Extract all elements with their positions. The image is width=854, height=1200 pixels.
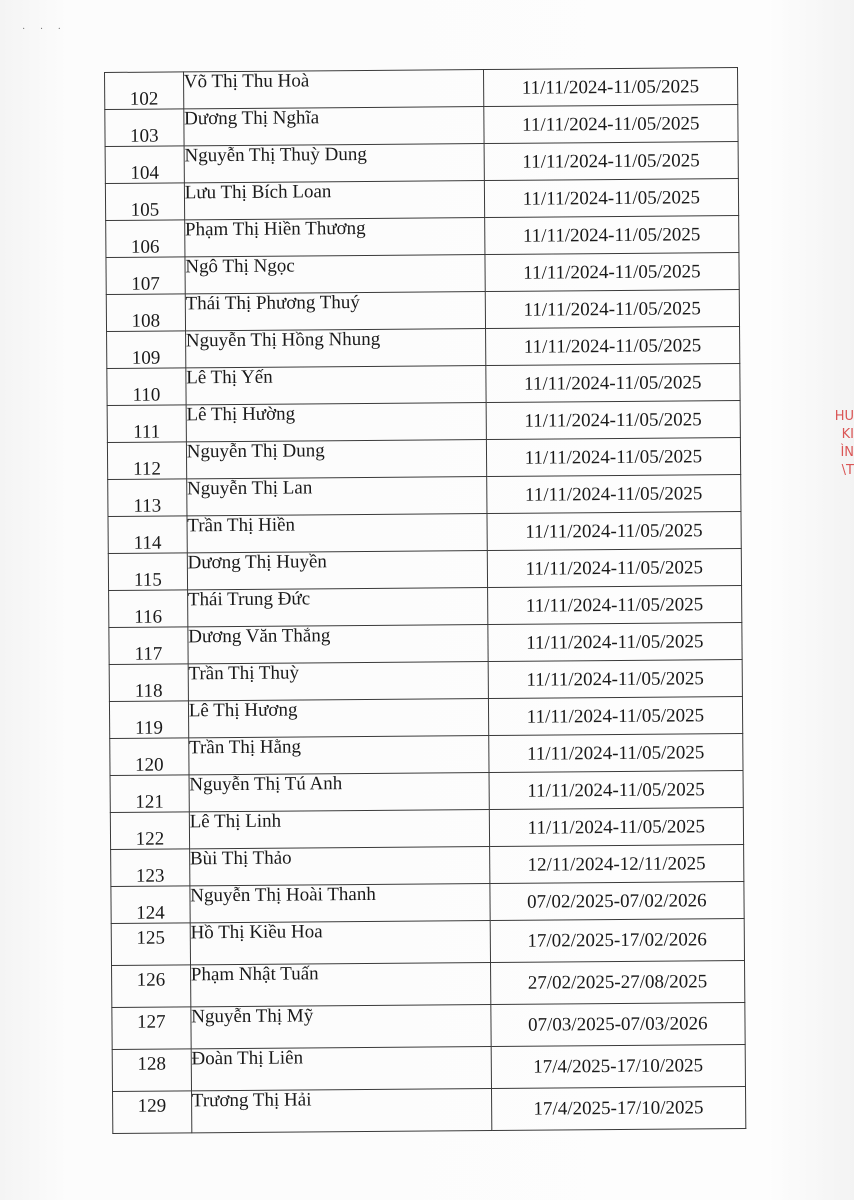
contract-period-cell: 11/11/2024-11/05/2025 xyxy=(488,623,743,662)
employee-table-body xyxy=(105,68,746,1134)
stamp-text-line: KI xyxy=(841,427,854,442)
scan-specks: · · · xyxy=(22,24,67,35)
row-number-cell: 104 xyxy=(105,146,184,184)
employee-name-cell: Dương Văn Thắng xyxy=(188,625,488,664)
table-row xyxy=(107,438,740,480)
contract-period-cell: 07/02/2025-07/02/2026 xyxy=(490,881,745,920)
table-row xyxy=(110,734,743,776)
table-row xyxy=(106,253,739,295)
employee-name-cell: Lưu Thị Bích Loan xyxy=(184,181,484,220)
row-number-cell: 111 xyxy=(107,405,186,443)
employee-name-cell: Trần Thị Thuỳ xyxy=(188,662,488,701)
contract-period-cell: 11/11/2024-11/05/2025 xyxy=(486,475,741,514)
contract-period-cell: 11/11/2024-11/05/2025 xyxy=(487,512,742,551)
employee-name-cell: Nguyễn Thị Hồng Nhung xyxy=(185,329,485,368)
stamp-text-line: \T xyxy=(841,463,854,478)
row-number-cell: 115 xyxy=(108,553,187,591)
table-row xyxy=(108,512,741,554)
employee-name-cell: Nguyễn Thị Tú Anh xyxy=(189,773,489,812)
contract-period-cell: 17/4/2025-17/10/2025 xyxy=(491,1044,746,1088)
row-number-cell: 123 xyxy=(111,849,190,887)
table-row xyxy=(112,960,745,1007)
contract-period-cell: 11/11/2024-11/05/2025 xyxy=(488,734,743,773)
stamp-text-line: ÌN xyxy=(840,445,854,460)
row-number-cell: 126 xyxy=(112,965,191,1008)
employee-name-cell: Bùi Thị Thảo xyxy=(189,846,489,885)
table-row xyxy=(107,364,740,406)
table-row xyxy=(106,290,739,332)
stamp-text-line: HU xyxy=(834,409,854,424)
row-number-cell: 128 xyxy=(112,1049,191,1092)
table-row xyxy=(106,216,739,258)
table-row xyxy=(112,1044,745,1091)
red-stamp-fragment xyxy=(832,408,854,558)
table-row xyxy=(109,697,742,739)
contract-period-cell: 11/11/2024-11/05/2025 xyxy=(488,660,743,699)
row-number-cell: 113 xyxy=(108,479,187,517)
table-row xyxy=(108,549,741,591)
employee-name-cell: Nguyễn Thị Thuỳ Dung xyxy=(184,144,484,183)
employee-name-cell: Lê Thị Hương xyxy=(188,699,488,738)
row-number-cell: 108 xyxy=(106,294,185,332)
contract-period-cell: 11/11/2024-11/05/2025 xyxy=(486,364,741,403)
employee-name-cell: Đoàn Thị Liên xyxy=(191,1046,491,1090)
row-number-cell: 114 xyxy=(108,516,187,554)
row-number-cell: 116 xyxy=(109,590,188,628)
employee-name-cell: Lê Thị Yến xyxy=(186,366,486,405)
table-row xyxy=(109,586,742,628)
contract-period-cell: 11/11/2024-11/05/2025 xyxy=(489,808,744,847)
table-row xyxy=(107,327,740,369)
table-row xyxy=(107,401,740,443)
employee-name-cell: Hồ Thị Kiều Hoa xyxy=(190,920,490,964)
table-row xyxy=(108,475,741,517)
employee-name-cell: Nguyễn Thị Lan xyxy=(186,477,486,516)
row-number-cell: 107 xyxy=(106,257,185,295)
table-row xyxy=(110,808,743,850)
row-number-cell: 122 xyxy=(110,812,189,850)
table-row xyxy=(105,105,738,147)
row-number-cell: 118 xyxy=(109,664,188,702)
employee-name-cell: Nguyễn Thị Dung xyxy=(186,440,486,479)
row-number-cell: 103 xyxy=(105,109,184,147)
employee-name-cell: Dương Thị Nghĩa xyxy=(184,107,484,146)
contract-period-cell: 27/02/2025-27/08/2025 xyxy=(490,960,745,1004)
contract-period-cell: 11/11/2024-11/05/2025 xyxy=(489,771,744,810)
table-row xyxy=(112,1002,745,1049)
employee-name-cell: Phạm Thị Hiền Thương xyxy=(184,218,484,257)
employee-name-cell: Nguyễn Thị Hoài Thanh xyxy=(190,883,490,922)
employee-table xyxy=(104,67,746,1134)
contract-period-cell: 11/11/2024-11/05/2025 xyxy=(485,327,740,366)
contract-period-cell: 11/11/2024-11/05/2025 xyxy=(484,179,739,218)
row-number-cell: 120 xyxy=(110,738,189,776)
contract-period-cell: 17/4/2025-17/10/2025 xyxy=(491,1086,746,1130)
row-number-cell: 129 xyxy=(113,1091,192,1134)
employee-name-cell: Phạm Nhật Tuấn xyxy=(190,962,490,1006)
row-number-cell: 105 xyxy=(105,183,184,221)
row-number-cell: 119 xyxy=(109,701,188,739)
contract-period-cell: 11/11/2024-11/05/2025 xyxy=(484,142,739,181)
employee-name-cell: Dương Thị Huyền xyxy=(187,551,487,590)
contract-period-cell: 17/02/2025-17/02/2026 xyxy=(490,918,745,962)
employee-name-cell: Lê Thị Linh xyxy=(189,809,489,848)
employee-name-cell: Thái Thị Phương Thuý xyxy=(185,292,485,331)
table-row xyxy=(105,142,738,184)
row-number-cell: 121 xyxy=(110,775,189,813)
row-number-cell: 117 xyxy=(109,627,188,665)
employee-name-cell: Ngô Thị Ngọc xyxy=(185,255,485,294)
employee-name-cell: Trương Thị Hải xyxy=(191,1088,491,1132)
table-row xyxy=(113,1086,746,1133)
row-number-cell: 106 xyxy=(106,220,185,258)
employee-name-cell: Võ Thị Thu Hoà xyxy=(183,70,483,109)
table-row xyxy=(110,771,743,813)
table-row xyxy=(105,68,738,110)
row-number-cell: 109 xyxy=(107,331,186,369)
contract-period-cell: 11/11/2024-11/05/2025 xyxy=(487,549,742,588)
row-number-cell: 124 xyxy=(111,886,190,924)
contract-period-cell: 11/11/2024-11/05/2025 xyxy=(485,290,740,329)
contract-period-cell: 11/11/2024-11/05/2025 xyxy=(483,105,738,144)
row-number-cell: 127 xyxy=(112,1007,191,1050)
table-row xyxy=(109,660,742,702)
table-row xyxy=(111,845,744,887)
table-row xyxy=(105,179,738,221)
row-number-cell: 112 xyxy=(107,442,186,480)
employee-name-cell: Trần Thị Hiền xyxy=(187,514,487,553)
contract-period-cell: 11/11/2024-11/05/2025 xyxy=(488,697,743,736)
contract-period-cell: 11/11/2024-11/05/2025 xyxy=(485,253,740,292)
contract-period-cell: 11/11/2024-11/05/2025 xyxy=(487,586,742,625)
table-row xyxy=(111,881,744,923)
contract-period-cell: 11/11/2024-11/05/2025 xyxy=(486,438,741,477)
row-number-cell: 125 xyxy=(111,923,190,966)
contract-period-cell: 11/11/2024-11/05/2025 xyxy=(486,401,741,440)
table-row xyxy=(109,623,742,665)
row-number-cell: 102 xyxy=(105,72,184,110)
employee-name-cell: Thái Trung Đức xyxy=(187,588,487,627)
contract-period-cell: 11/11/2024-11/05/2025 xyxy=(484,216,739,255)
employee-name-cell: Lê Thị Hường xyxy=(186,403,486,442)
contract-period-cell: 07/03/2025-07/03/2026 xyxy=(491,1002,746,1046)
employee-name-cell: Trần Thị Hằng xyxy=(188,736,488,775)
row-number-cell: 110 xyxy=(107,368,186,406)
table-row xyxy=(111,918,744,965)
contract-period-cell: 12/11/2024-12/11/2025 xyxy=(489,845,744,884)
contract-period-cell: 11/11/2024-11/05/2025 xyxy=(483,68,738,107)
employee-name-cell: Nguyễn Thị Mỹ xyxy=(191,1004,491,1048)
